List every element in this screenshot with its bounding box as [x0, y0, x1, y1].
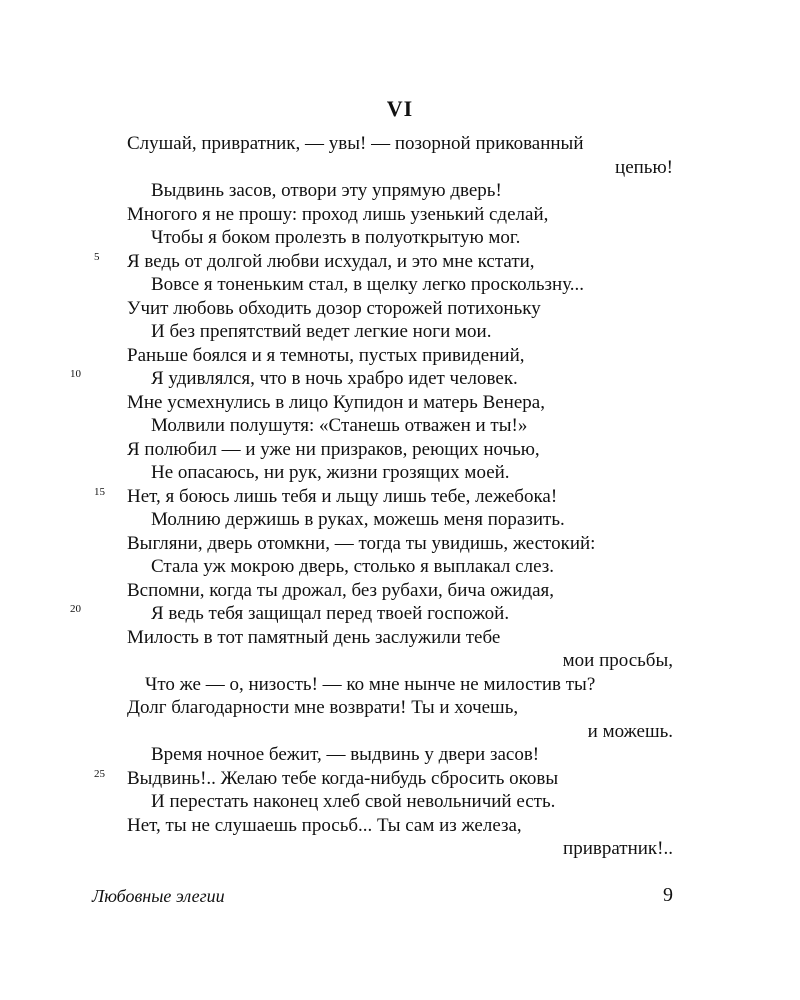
poem-line: Что же — о, низость! — ко мне нынче не милостив ты?: [145, 673, 596, 695]
poem-line: Выдвинь засов, отвори эту упрямую дверь!: [151, 180, 502, 201]
running-footer-title: Любовные элегии: [92, 886, 225, 906]
poem-line: Учит любовь обходить дозор сторожей потихоньку: [127, 297, 541, 319]
poem-line: Вовсе я тоненьким стал, в щелку легко проскользну...: [151, 274, 585, 295]
poem-line: Долг благодарности мне возврати! Ты и хочешь,: [127, 697, 519, 718]
poem-line: Вспомни, когда ты дрожал, без рубахи, бича ожидая,: [127, 579, 555, 601]
poem-line-continuation: мои просьбы,: [562, 650, 673, 671]
poem-line: Нет, ты не слушаешь просьб... Ты сам из железа,: [127, 814, 522, 836]
poem-line: [70, 602, 673, 626]
poem-line-continuation: цепью!: [615, 156, 673, 178]
poem-line: Молвили полушутя: «Станешь отважен и ты!»: [151, 415, 528, 436]
poem-line: Милость в тот памятный день заслужили тебе: [127, 626, 501, 648]
line-number: 10: [70, 368, 81, 380]
poem-line: Не опасаюсь, ни рук, жизни грозящих моей.: [151, 462, 510, 483]
poem-line: Выгляни, дверь отомкни, — тогда ты увидишь, жестокий:: [127, 532, 596, 554]
poem-line: Многого я не прошу: проход лишь узенький сделай,: [127, 203, 549, 225]
page-number: 9: [663, 884, 673, 906]
poem-line: И без препятствий ведет легкие ноги мои.: [151, 321, 492, 342]
poem-body: [70, 132, 673, 861]
poem-line: Мне усмехнулись в лицо Купидон и матерь Венера,: [127, 391, 545, 413]
poem-line: И перестать наконец хлеб свой невольничий есть.: [151, 791, 556, 812]
poem-line-text: Я ведь от долгой любви исхудал, и это мне кстати,: [127, 250, 535, 272]
line-number: 15: [94, 485, 105, 498]
poem-line-text: Выдвинь!.. Желаю тебе когда-нибудь сбросить оковы: [127, 767, 559, 789]
poem-line: [94, 250, 673, 274]
poem-line: [94, 767, 673, 791]
line-number: 25: [94, 767, 105, 780]
poem-line: Слушай, привратник, — увы! — позорной прикованный: [127, 133, 584, 154]
poem-line-text: Я ведь тебя защищал перед твоей госпожой.: [151, 603, 510, 624]
poem-line: Я полюбил — и уже ни призраков, реющих ночью,: [127, 438, 540, 460]
poem-line-text: Нет, я боюсь лишь тебя и льщу лишь тебе, лежебока!: [127, 485, 558, 507]
poem-line: Молнию держишь в руках, можешь меня поразить.: [151, 509, 565, 530]
poem-line: [94, 485, 673, 509]
poem-line: Чтобы я боком пролезть в полуоткрытую мог.: [151, 227, 521, 248]
poem-line-continuation: привратник!..: [563, 838, 673, 859]
poem-line: [70, 367, 673, 391]
section-heading: VI: [386, 96, 414, 121]
poem-line: Время ночное бежит, — выдвинь у двери засов!: [151, 744, 540, 765]
poem-line-continuation: и можешь.: [587, 720, 673, 742]
poem-line: Раньше боялся и я темноты, пустых привидений,: [127, 344, 525, 366]
line-number: 20: [70, 603, 81, 615]
poem-line-text: Я удивлялся, что в ночь храбро идет человек.: [151, 368, 518, 389]
line-number: 5: [94, 250, 100, 263]
poem-line: Стала уж мокрою дверь, столько я выплакал слез.: [151, 556, 554, 577]
